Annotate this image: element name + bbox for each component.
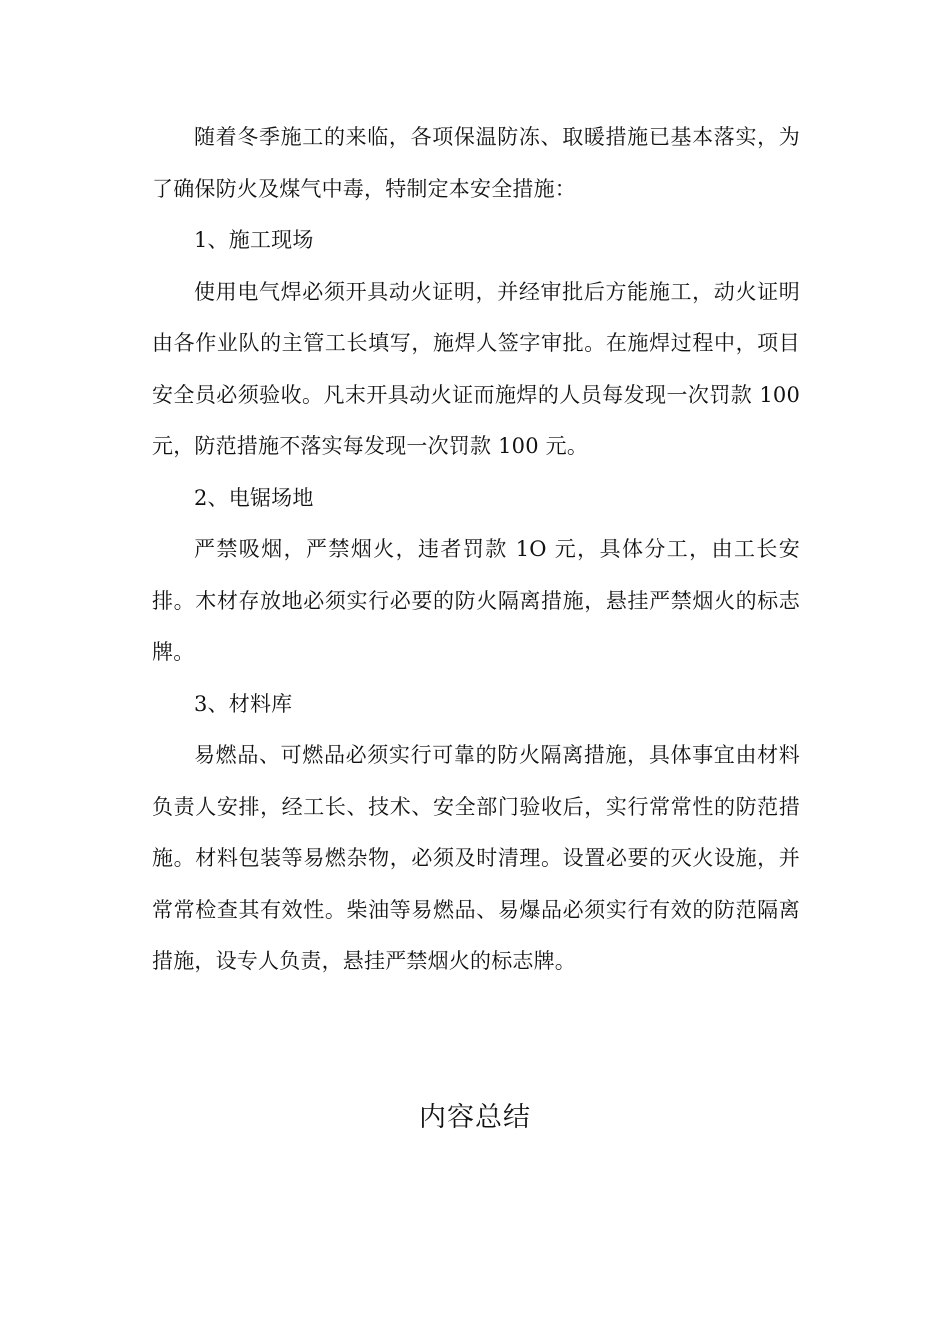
section-body-material-storage: 易燃品、可燃品必须实行可靠的防火隔离措施，具体事宜由材料负责人安排，经工长、技术、安全部门验收后，实行常常性的防范措施。材料包装等易燃杂物，必须及时清理。设置必要的灭火设施，并常常检查其有效性。柴油等易燃品、易爆品必须实行有效的防范隔离措施，设专人负责，悬挂严禁烟火的标志牌。 <box>152 743 800 973</box>
summary-title: 内容总结 <box>419 1102 531 1133</box>
document-body <box>152 112 800 988</box>
section-body-construction-site: 使用电气焊必须开具动火证明，并经审批后方能施工，动火证明由各作业队的主管工长填写，施焊人签字审批。在施焊过程中，项目安全员必须验收。凡末开具动火证而施焊的人员每发现一次罚款 100 元，防范措施不落实每发现一次罚款 100 元。 <box>152 279 800 458</box>
section-heading-construction-site: 1、施工现场 <box>194 228 314 252</box>
section-heading-saw-area: 2、电锯场地 <box>194 485 314 510</box>
intro-paragraph: 随着冬季施工的来临，各项保温防冻、取暖措施已基本落实，为了确保防火及煤气中毒，特制定本安全措施： <box>152 125 800 201</box>
section-heading-material-storage: 3、材料库 <box>194 691 293 716</box>
section-body-saw-area: 严禁吸烟，严禁烟火，违者罚款 1O 元，具体分工，由工长安排。木材存放地必须实行必要的防火隔离措施，悬挂严禁烟火的标志牌。 <box>152 537 800 664</box>
